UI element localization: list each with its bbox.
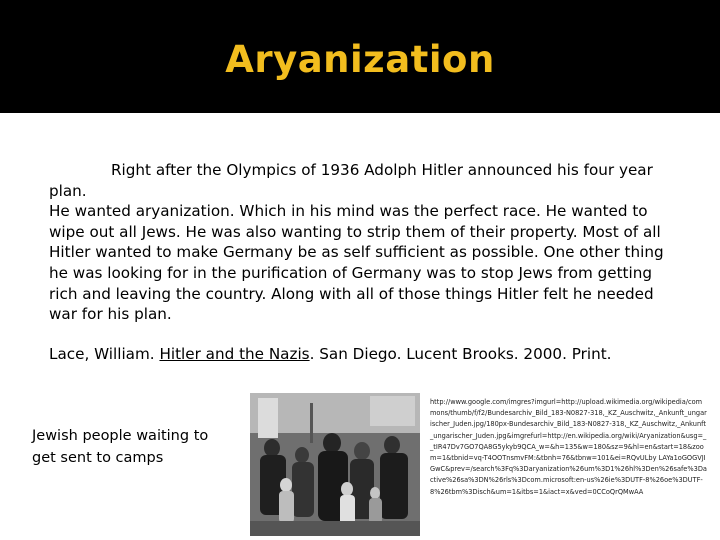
- citation-book-link[interactable]: Hitler and the Nazis: [159, 345, 310, 363]
- citation-publisher: . San Diego. Lucent Brooks. 2000. Print.: [309, 345, 612, 363]
- slide-title: Aryanization: [225, 38, 495, 81]
- citation-author: Lace, William.: [49, 345, 160, 363]
- photo-caption: Jewish people waiting to get sent to camps: [32, 428, 209, 466]
- citation: [49, 345, 612, 363]
- body-paragraph: [49, 160, 684, 325]
- historical-photo: [250, 393, 420, 536]
- image-source-url[interactable]: http://www.google.com/imgres?imgurl=http://upload.wikimedia.org/wikipedia/commons/thumb/f/f2/Bundesarchiv_Bild_183-N0827-318,_KZ_Auschwitz,_Ankunft_ungarischer_Juden.jpg/180px-Bundesarchiv_Bild_183-N0827-318,_KZ_Auschwitz,_Ankunft_ungarischer_Juden.jpg&imgrefurl=http://en.wikipedia.org/wiki/Aryanization&usg=__tIR47Dv7GO7QA8G5ykyb9QCA_w=&h=135&w=180&sz=9&hl=en&start=18&zoom=1&tbnid=vq-T4OOTnsmvFM:&tbnh=76&tbnw=101&ei=RQvULby LAYa1oGOGVJIGwC&prev=/search%3Fq%3Daryanization%26um%3D1%26hl%3Den%26safe%3Dactive%26sa%3DN%26rls%3Dcom.microsoft:en-us%26ie%3DUTF-8%26oe%3DUTF-8%26tbm%3Disch&um=1&itbs=1&iact=x&ved=0CCoQrQMwAA: [430, 398, 707, 496]
- photo-of-jewish-families-waiting-icon: [250, 393, 420, 536]
- paragraph-line-1: Right after the Olympics of 1936 Adolph Hitler announced his four year plan.: [49, 161, 653, 200]
- paragraph-rest: He wanted aryanization. Which in his mind was the perfect race. He wanted to wipe out all Jews. He was also wanting to strip them of their property. Most of all Hitler wanted to make Germany be as self sufficient as possible. One other thing he was looking for in the purification of Germany was to stop Jews from getting rich and leaving the country. Along with all of those things Hitler felt he needed war for his plan.: [49, 202, 664, 324]
